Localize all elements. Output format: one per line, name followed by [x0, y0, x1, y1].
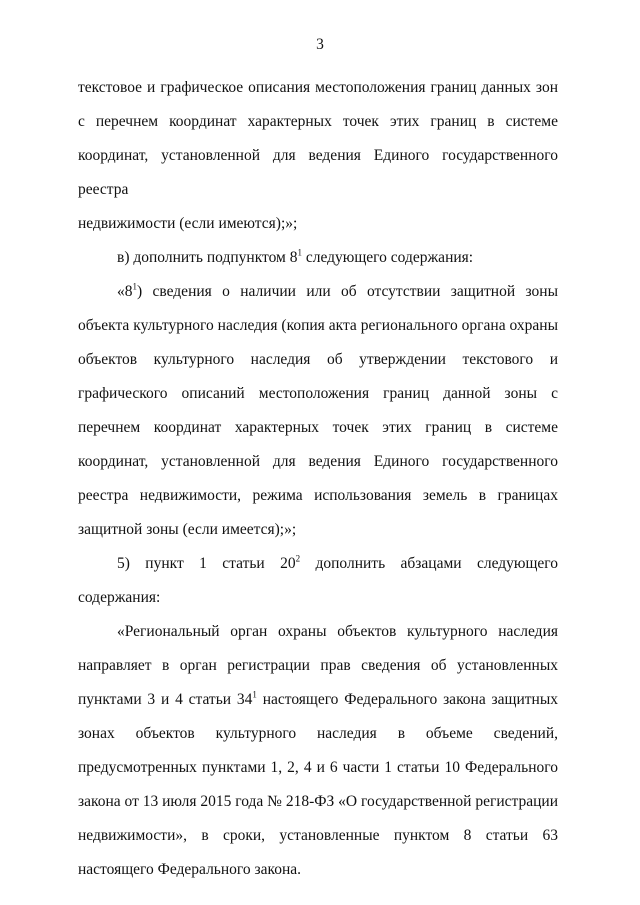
superscript: 2: [295, 553, 301, 564]
superscript: 1: [132, 281, 137, 292]
amendment-v-text: в) дополнить подпунктом 8: [117, 249, 298, 266]
paragraph-zone-descriptions-end: недвижимости (если имеются);»;: [78, 215, 298, 232]
item-5-text-end: дополнить абзацами следующего содержания:: [78, 555, 559, 606]
document-body: [78, 71, 558, 887]
regional-authority-text-end: настоящего Федерального закона защитных зонах объектов культурного наследия в объеме сведений, предусмотренных пунктами 1, 2, 4 и 6 части 1 статьи 10 Федерального закона от 13 июля 2015 года № 218-ФЗ «О государственной регистрации недвижимости», в сроки, установленные пунктом 8 статьи 63 настоящего Федерального закона.: [78, 691, 559, 878]
regional-authority-text: «Региональный орган охраны объектов культурного наследия направляет в орган регистрации прав сведения об установленных пунктами 3 и 4 статьи 34: [78, 623, 558, 708]
page-number: 3: [316, 36, 324, 53]
item-5-text: 5) пункт 1 статьи 20: [117, 555, 296, 572]
paragraph-amendment-v: [78, 241, 558, 275]
superscript: 1: [252, 689, 257, 700]
amendment-v-text-end: следующего содержания:: [301, 249, 474, 266]
paragraph-subitem-8-1: [78, 275, 558, 547]
paragraph-regional-authority: [78, 615, 558, 887]
subitem-8-1-start: «8: [117, 283, 133, 300]
paragraph-zone-descriptions: текстовое и графическое описания местоположения границ данных зон с перечнем координат характерных точек этих границ в системе координат, установленной для ведения Единого государственного реестра: [78, 79, 558, 198]
paragraph-item-5: [78, 547, 558, 615]
subitem-8-1-text: ) сведения о наличии или об отсутствии защитной зоны объекта культурного наследия (копия акта регионального органа охраны объектов культурного наследия об утверждении текстового и графического описаний местоположения границ данной зоны с перечнем координат характерных точек этих границ в системе координат, установленной для ведения Единого государственного реестра недвижимости, режима использования земель в границах защитной зоны (если имеется);»;: [78, 283, 558, 538]
superscript: 1: [297, 247, 302, 258]
